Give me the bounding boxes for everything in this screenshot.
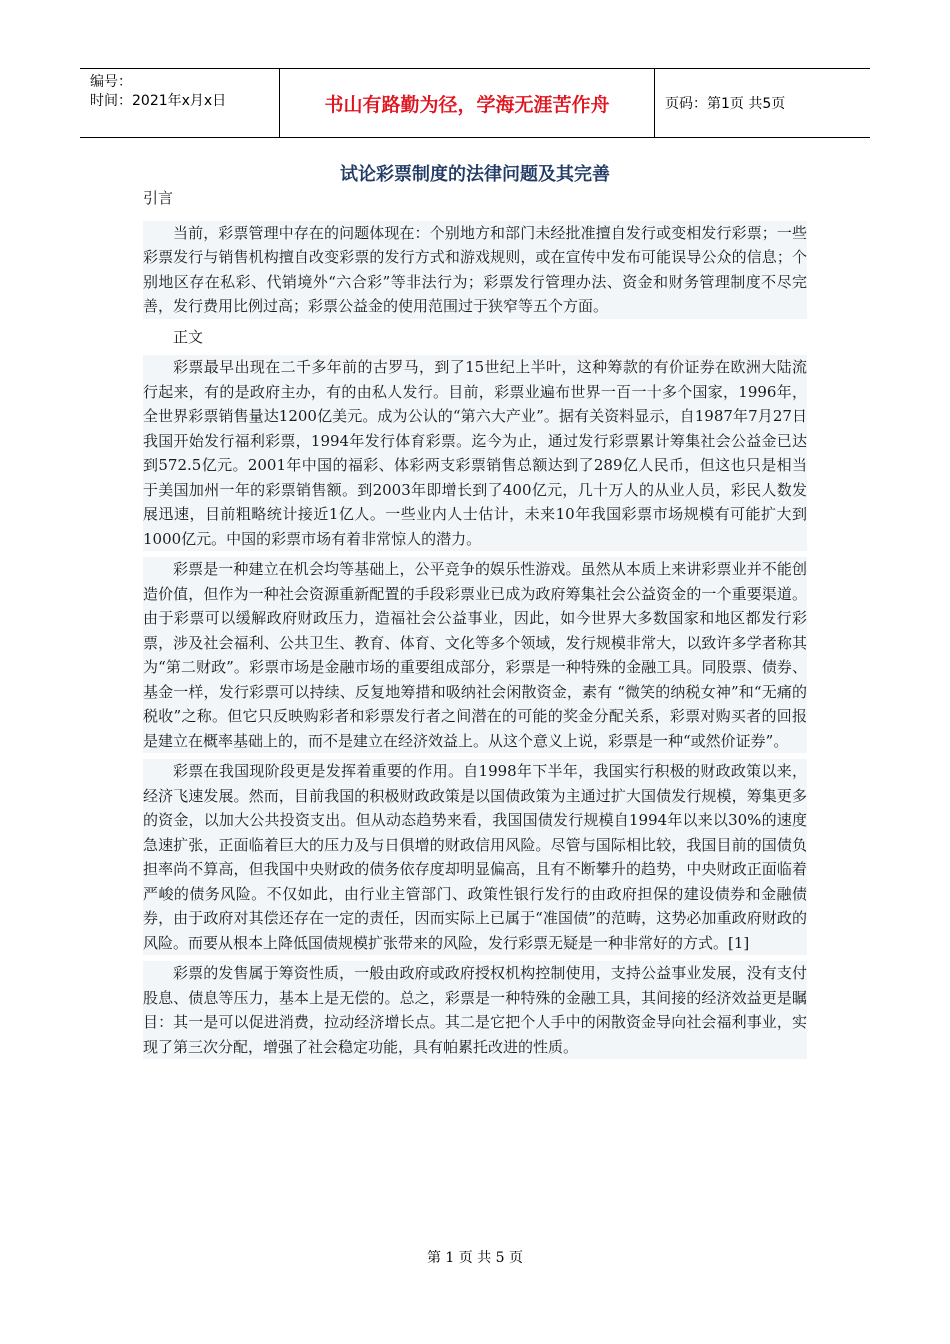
header-meta xyxy=(80,69,280,137)
document-body xyxy=(143,186,807,1065)
intro-heading: 引言 xyxy=(143,189,174,207)
body-heading: 正文 xyxy=(173,327,204,346)
time-label: 时间：2021年x月x日 xyxy=(90,93,227,109)
header-table xyxy=(80,68,870,138)
body-paragraph: 彩票最早出现在二千多年前的古罗马，到了15世纪上半叶，这种筹款的有价证券在欧洲大陆流行起来，有的是政府主办，有的由私人发行。目前，彩票业遍布世界一百一十多个国家，1996年，全世界彩票销售量达1200亿美元。成为公认的“第六大产业”。据有关资料显示，自1987年7月27日我国开始发行福利彩票，1994年发行体育彩票。迄今为止，通过发行彩票累计筹集社会公益金已达到572.5亿元。2001年中国的福彩、体彩两支彩票销售总额达到了289亿人民币，但这也只是相当于美国加州一年的彩票销售额。到2003年即增长到了400亿元，几十万人的从业人员，彩民人数发展迅速，目前粗略统计接近1亿人。一些业内人士估计，未来10年我国彩票市场规模有可能扩大到1000亿元。中国的彩票市场有着非常惊人的潜力。 xyxy=(143,355,807,551)
body-paragraph: 彩票是一种建立在机会均等基础上，公平竞争的娱乐性游戏。虽然从本质上来讲彩票业并不能创造价值，但作为一种社会资源重新配置的手段彩票业已成为政府筹集社会公益资金的一个重要渠道。由于彩票可以缓解政府财政压力，造福社会公益事业，因此，如今世界大多数国家和地区都发行彩票，涉及社会福利、公共卫生、教育、体育、文化等多个领域，发行规模非常大，以致许多学者称其为“第二财政”。彩票市场是金融市场的重要组成部分，彩票是一种特殊的金融工具。同股票、债券、基金一样，发行彩票可以持续、反复地筹措和吸纳社会闲散资金，素有 “微笑的纳税女神”和“无痛的税收”之称。但它只反映购彩者和彩票发行者之间潜在的可能的奖金分配关系，彩票对购买者的回报是建立在概率基础上的，而不是建立在经济效益上。从这个意义上说，彩票是一种“或然价证券”。 xyxy=(143,557,807,753)
intro-paragraph: 当前，彩票管理中存在的问题体现在：个别地方和部门未经批准擅自发行或变相发行彩票；一些彩票发行与销售机构擅自改变彩票的发行方式和游戏规则，或在宣传中发布可能误导公众的信息；个别地区存在私彩、代销境外“六合彩”等非法行为；彩票发行管理办法、资金和财务管理制度不尽完善，发行费用比例过高；彩票公益金的使用范围过于狭窄等五个方面。 xyxy=(143,221,807,319)
number-label: 编号： xyxy=(90,74,132,90)
page-footer: 第 1 页 共 5 页 xyxy=(426,1250,524,1266)
body-paragraph: 彩票的发售属于筹资性质，一般由政府或政府授权机构控制使用，支持公益事业发展，没有支付股息、债息等压力，基本上是无偿的。总之，彩票是一种特殊的金融工具，其间接的经济效益更是瞩目：其一是可以促进消费，拉动经济增长点。其二是它把个人手中的闲散资金导向社会福利事业，实现了第三次分配，增强了社会稳定功能，具有帕累托改进的性质。 xyxy=(143,961,807,1059)
header-page-info: 页码：第1页 共5页 xyxy=(665,96,786,112)
header-motto: 书山有路勤为径，学海无涯苦作舟 xyxy=(280,69,655,137)
document-title: 试论彩票制度的法律问题及其完善 xyxy=(340,164,610,185)
body-paragraph: 彩票在我国现阶段更是发挥着重要的作用。自1998年下半年，我国实行积极的财政政策以来，经济飞速发展。然而，目前我国的积极财政政策是以国债政策为主通过扩大国债发行规模，筹集更多的资金，以加大公共投资支出。但从动态趋势来看，我国国债发行规模自1994年以来以30%的速度急速扩张，正面临着巨大的压力及与日俱增的财政信用风险。尽管与国际相比较，我国目前的国债负担率尚不算高，但我国中央财政的债务依存度却明显偏高，且有不断攀升的趋势，中央财政正面临着严峻的债务风险。不仅如此，由行业主管部门、政策性银行发行的由政府担保的建设债券和金融债券，由于政府对其偿还存在一定的责任，因而实际上已属于“准国债”的范畴，这势必加重政府财政的风险。而要从根本上降低国债规模扩张带来的风险，发行彩票无疑是一种非常好的方式。[1] xyxy=(143,759,807,955)
